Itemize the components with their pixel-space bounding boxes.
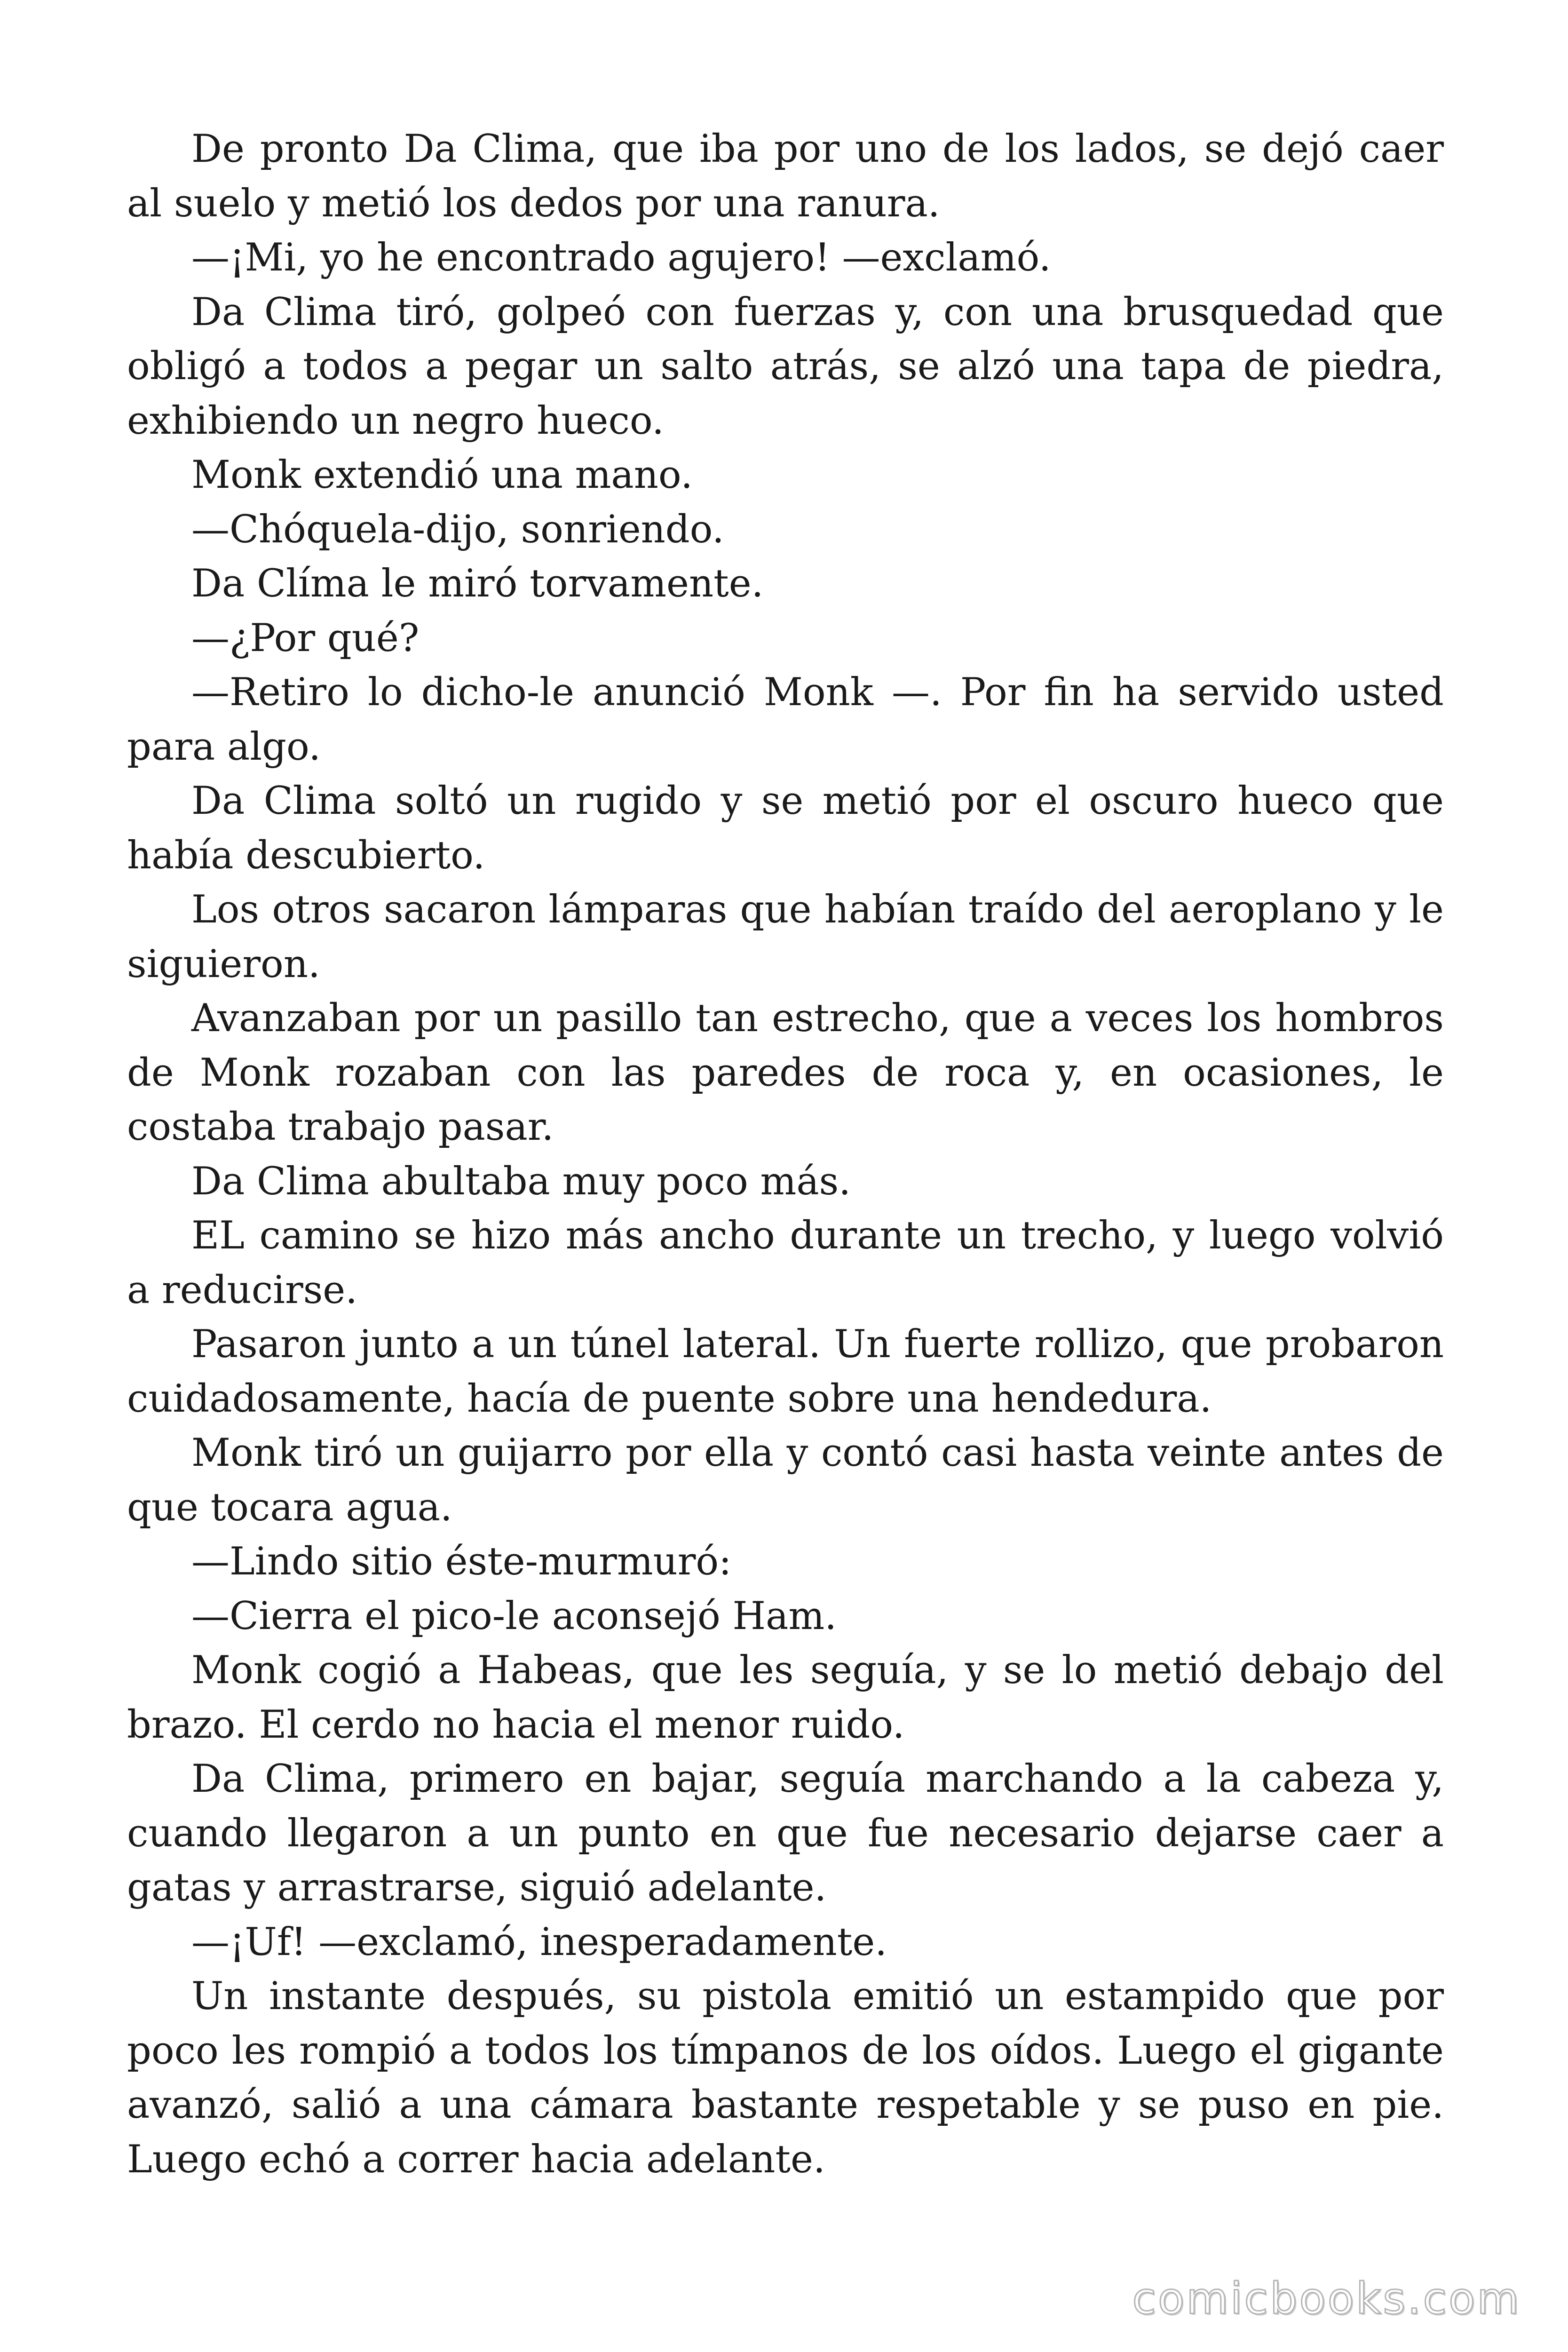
paragraph: Da Clima, primero en bajar, seguía marchando a la cabeza y, cuando llegaron a un punto en que fue necesario dejarse caer a gatas y arrastrarse, siguió adelante. [127,1757,1444,1910]
paragraph: Avanzaban por un pasillo tan estrecho, que a veces los hombros de Monk rozaban con las paredes de roca y, en ocasiones, le costaba trabajo pasar. [127,996,1444,1149]
paragraph: —¿Por qué? [191,616,420,660]
page-body [127,122,1444,2187]
paragraph: —Chóquela-dijo, sonriendo. [191,507,724,552]
paragraph: Los otros sacaron lámparas que habían traído del aeroplano y le siguieron. [127,888,1444,986]
paragraph: De pronto Da Clima, que iba por uno de los lados, se dejó caer al suelo y metió los dedos por una ranura. [127,127,1444,226]
paragraph: —Cierra el pico-le aconsejó Ham. [191,1594,837,1638]
paragraph: EL camino se hizo más ancho durante un trecho, y luego volvió a reducirse. [127,1214,1444,1312]
watermark: comicbooks.com [1132,2273,1521,2324]
paragraph: —Lindo sitio éste-murmuró: [191,1540,732,1584]
paragraph: Pasaron junto a un túnel lateral. Un fuerte rollizo, que probaron cuidadosamente, hacía de puente sobre una hendedura. [127,1322,1444,1421]
paragraph: —¡Uf! —exclamó, inesperadamente. [191,1920,887,1964]
paragraph: Monk tiró un guijarro por ella y contó casi hasta veinte antes de que tocara agua. [127,1431,1444,1530]
paragraph: —¡Mi, yo he encontrado agujero! —exclamó. [191,236,1051,280]
paragraph: Da Clima abultaba muy poco más. [191,1159,851,1204]
paragraph: Da Clima tiró, golpeó con fuerzas y, con una brusquedad que obligó a todos a pegar un salto atrás, se alzó una tapa de piedra, exhibiendo un negro hueco. [127,290,1444,443]
paragraph: —Retiro lo dicho-le anunció Monk —. Por fin ha servido usted para algo. [127,670,1444,769]
paragraph: Un instante después, su pistola emitió un estampido que por poco les rompió a todos los tímpanos de los oídos. Luego el gigante avanzó, salió a una cámara bastante respetable y se puso en pie. Luego echó a correr hacia adelante. [127,1974,1444,2182]
paragraph: Da Clíma le miró torvamente. [191,562,764,606]
paragraph: Monk cogió a Habeas, que les seguía, y se lo metió debajo del brazo. El cerdo no hacia el menor ruido. [127,1648,1444,1747]
paragraph: Da Clima soltó un rugido y se metió por el oscuro hueco que había descubierto. [127,779,1444,878]
paragraph: Monk extendió una mano. [191,453,693,497]
